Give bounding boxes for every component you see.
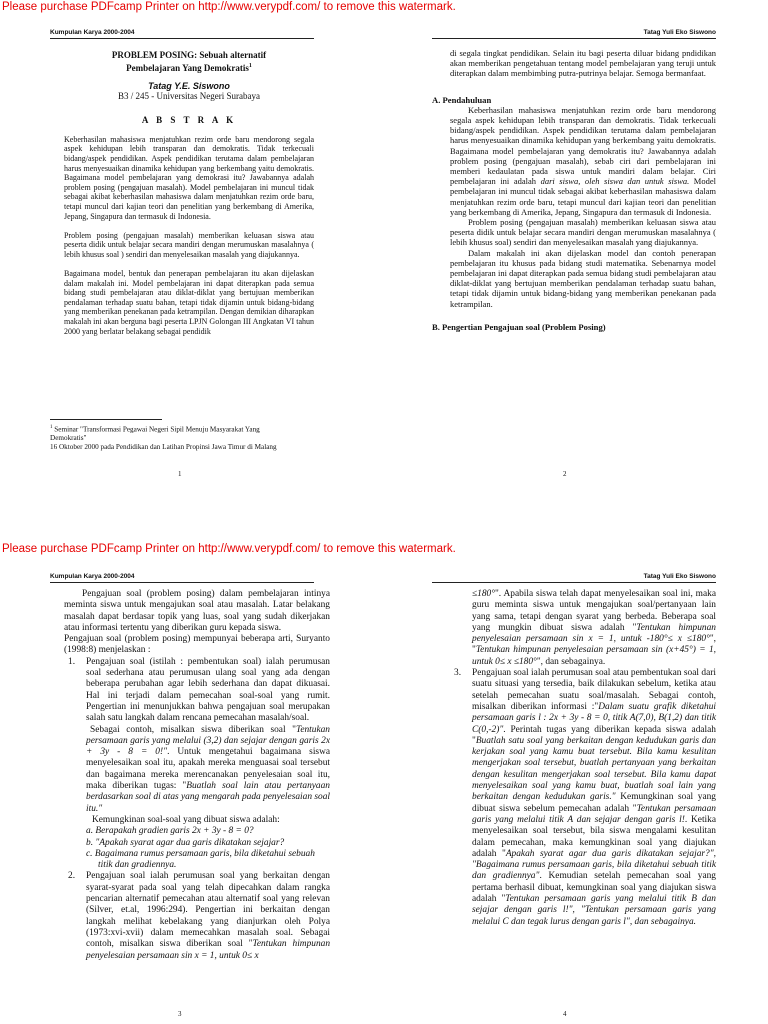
section-heading-a: A. Pendahuluan [432,94,492,105]
body-paragraph: Pengajuan soal (problem posing) dalam pembelajaran intinya meminta siswa untuk mengajukan soal atau masalah. Latar belakang masalah dapat berdasar topik yang luas, soal yang sudah dikerjakan atau informasi tertentu yang diberikan guru kepada siswa. [64,589,330,633]
page-1 [64,50,314,336]
body-paragraph: Keberhasilan mahasiswa menjatuhkan rezim orde baru mendorong segala aspek kehidupan lebih transparan dan demokratis. Tidak terkecuali bidang/aspek pendidikan. Aspek pendidikan terutama dalam pembelajaran harus menyesuaikan dinamika kehidupan yang berkembang yaitu demokratis. Bagaimana model pembelajaran yang demokratis itu? Jawabannya adalah problem posing (pengajuan masalah), sebab ciri dari pembelajaran ini memberi kedaulatan pada siswa untuk mandiri dalam belajar. Ciri pembelajaran ini adalah dari siswa, oleh siswa dan untuk siswa. Model pembelajaran ini muncul tidak sebagai akibat keberhasilan mahasiswa dalam menjatuhkan rezim orde baru, tetapi muncul dari kajian teori dan penelitian yang berkembang di Amerika, Jepang, Singapura dan termasuk di Indonesia. [450,104,716,217]
list-item: 3. Pengajuan soal ialah perumusan soal atau pembentukan soal dari suatu situasi yang tersedia, baik dilakukan sebelum, ketika atau setelah pemecahan suatu soal/masalah. Sebagai contoh, misalkan diberikan informasi :"Dalam suatu grafik diketahui persamaan garis l : 2x + 3y - 8 = 0, titik A(7,0), B(1,2) dan titik C(0,-2)". Perintah tugas yang diberikan kepada siswa adalah "Buatlah satu soal yang berkaitan dengan kedudukan garis dan kerjakan soal yang kamu buat tersebut. Bila kamu kesulitan mengerjakan soal tersebut, buatlah pertanyaan yang berkaitan dengan kesulitan mengerjakan soal tersebut. Bila kamu dapat menyelesaikan soal yang kamu buat, buatlah soal lain yang berkaitan dengan kedudukan garis." Kemungkinan soal yang dibuat siswa sebelum pemecahan adalah "Tentukan persamaan garis yang melalui titik A dan sejajar dengan garis l!. Ketika menyelesaikan soal tersebut, bila siswa mengalami kesulitan dalam pemecahan, maka kemungkinan soal yang diajukan adalah "Apakah syarat agar dua garis dikatakan sejajar?", "Bagaimana rumus persamaan garis, bila diketahui sebuah titik dan gradiennya". Kemudian setelah pemecahan soal yang pertama berhasil dibuat, kemungkinan soal yang diajukan siswa adalah "Tentukan persamaan garis yang melalui titik B dan sejajar dengan garis l!", "Tentukan persamaan garis yang melalui C dan tegak lurus dengan garis l", dan sebagainya. [454,668,716,927]
header-left: Kumpulan Karya 2000-2004 [50,573,135,580]
definition-list [64,657,330,962]
header-rule [432,582,716,583]
author-name: Tatag Y.E. Siswono [148,81,230,91]
page-number: 3 [178,1010,182,1018]
page-3 [64,589,330,962]
page-number: 2 [563,470,567,478]
abstract-paragraph: Keberhasilan mahasiswa menjatuhkan rezim orde baru mendorong segala aspek kehidupan lebih transparan dan demokratis. Tidak terkecuali bidang/aspek pendidikan. Aspek pendidikan terutama dalam pembelajaran harus menyesuaikan dinamika kehidupan yang berkembang yaitu demokratis. Bagaimana model pembelajaran yang demokrasi itu? Jawabannya adalah problem posing (pengajuan masalah). Model pembelajaran ini muncul tidak sebagai akibat keberhasilan mahasiswa dalam menjatuhkan rezim orde baru, tetapi muncul dari kajian teori dan penelitian yang berkembang di Amerika, Jepang, Singapura dan termasuk di Indonesia. [64,134,314,221]
paper-title: PROBLEM POSING: Sebuah alternatif Pembelajaran Yang Demokratis$^1$ [111,50,267,73]
abstract-heading: A B S T R A K [141,115,237,126]
page-number: 4 [563,1010,567,1018]
page-2 [432,48,716,332]
affiliation: B3 / 245 - Universitas Negeri Surabaya [118,90,260,101]
header-rule [50,38,314,39]
body-paragraph: Pengajuan soal (problem posing) mempunyai beberapa arti, Suryanto (1998:8) menjelaskan : [64,634,330,656]
sheet-pages-1-2 [0,0,768,510]
page-number: 1 [178,470,182,478]
intro-paragraph: di segala tingkat pendidikan. Selain itu bagi peserta diluar bidang pndidikan akan memberikan pengetahuan tentang model pembelajaran yang teruji untuk diterapkan dalam membimbing putra-putrinya belajar. Semoga bermanfaat. [450,48,716,79]
section-heading-b: B. Pengertian Pengajuan soal (Problem Posing) [432,321,606,332]
list-item: 1. Pengajuan soal (istilah : pembentukan soal) ialah perumusan soal sederhana atau perumusan ulang soal yang ada dengan beberapa perubahan agar lebih sederhana dan dapat dikuasai. Hal ini terjadi dalam pemecahan soal-soal yang rumit. Pengertian ini menunjukkan bahwa pengajuan soal merupakan salah satu langkah dalam rencana pemecahan masalah/soal. Sebagai contoh, misalkan siswa diberikan soal "Tentukan persamaan garis yang melalui (3,2) dan sejajar dengan garis 2x + 3y - 8 = 0!". Untuk mengetahui bagaimana siswa menyelesaikan soal itu, apakah mereka menguasai soal tersebut dan bagaimana mereka merencanakan penyelesaian soal itu, maka diberikan tugas: "Buatlah soal lain atau pertanyaan berdasarkan soal di atas yang mengarah pada penyelesaian soal itu." Kemungkinan soal-soal yang dibuat siswa adalah: a. Berapakah gradien garis 2x + 3y - 8 = 0? b. "Apakah syarat agar dua garis dikatakan sejajar? c. Bagaimana rumus persamaan garis, bila diketahui sebuah titik dan gradiennya. [68,656,331,871]
header-left: Kumpulan Karya 2000-2004 [50,29,135,36]
list-item: 2. Pengajuan soal ialah perumusan soal yang berkaitan dengan syarat-syarat pada soal yang telah dipecahkan dalam rangka pencarian alternatif pemecahan atau alternatif soal yang relevan (Silver, et.al, 1996:294). Pengertian ini berkaitan dengan langkah melihat kebelakang yang dianjurkan oleh Polya (1973:xvi-xvii) dalam memecahkan masalah soal. Sebagai contoh, misalkan siswa diberikan soal "Tentukan himpunan penyelesaian persamaan sin x = 1, untuk 0≤ x [68,871,331,961]
header-rule [50,582,314,583]
footnote: $^1$ Seminar "Transformasi Pegawai Negeri Sipil Menuju Masyarakat Yang Demokratis" 16 Oktober 2000 pada Pendidikan dan Latihan Propinsi Jawa Timur di Malang [50,425,277,451]
abstract-paragraph: Problem posing (pengajuan masalah) memberikan keluasan siswa atau peserta didik untuk belajar secara mandiri dengan merumuskan masalahnya ( lebih khusus soal ) sendiri dan menyelesaikan masalah yang diajukannya. [64,230,314,259]
body-paragraph: Problem posing (pengajuan masalah) memberikan keluasan siswa atau peserta didik untuk belajar secara mandiri dengan merumuskan masalahnya ( lebih khusus soal) sendiri dan menyelesaikan masalah yang diajukannya. [450,217,716,248]
sheet-pages-3-4 [0,560,768,1024]
abstract-paragraph: Bagaimana model, bentuk dan penerapan pembelajaran itu akan dijelaskan dalam makalah ini. Model pembelajaran ini dapat diterapkan pada semua bidang studi pembelajaran atau diklat-diklat yang bertujuan memberikan pendalaman terhadap suatu bahan, tetapi tidak dijamin untuk bidang-bidang yang memberikan penekanan pada ketrampilan. Dengan demikian diharapkan makalah ini akan berguna bagi peserta LPJN Golongan III Angkatan VI tahun 2000 yang berlatar belakang sebagai pendidik [64,269,314,336]
header-right: Tatag Yuli Eko Siswono [643,573,716,580]
header-rule [432,38,716,39]
footnote-rule [50,419,162,420]
watermark-banner: Please purchase PDFcamp Printer on http://www.verypdf.com/ to remove this watermark. [2,1,456,13]
page-4: ≤180°". Apabila siswa telah dapat menyelesaikan soal ini, maka guru meminta siswa untuk mengajukan soal/pertanyaan lain yang sama, tetapi dengan syarat yang berbeda. Beberapa soal yang mungkin dibuat siswa adalah "Tentukan himpunan penyelesaian persamaan sin x = 1, untuk -180°≤ x ≤180°", "Tentukan himpunan penyelesaian persamaan sin (x+45°) = 1, untuk 0≤ x ≤180°", dan sebagainya. 3. Pengajuan soal ialah perumusan soal atau pembentukan soal dari suatu situasi yang tersedia, baik dilakukan sebelum, ketika atau setelah pemecahan suatu soal/masalah. Sebagai contoh, misalkan diberikan informasi :"Dalam suatu grafik diketahui persamaan garis l : 2x + 3y - 8 = 0, titik A(7,0), B(1,2) dan titik C(0,-2)". Perintah tugas yang diberikan kepada siswa adalah "Buatlah satu soal yang berkaitan dengan kedudukan garis dan kerjakan soal yang kamu buat tersebut. Bila kamu kesulitan mengerjakan soal tersebut, buatlah pertanyaan yang berkaitan dengan kesulitan mengerjakan soal tersebut. Bila kamu dapat menyelesaikan soal yang kamu buat, buatlah soal lain yang berkaitan dengan kedudukan garis." Kemungkinan soal yang dibuat siswa sebelum pemecahan adalah "Tentukan persamaan garis yang melalui titik A dan sejajar dengan garis l!. Ketika menyelesaikan soal tersebut, bila siswa mengalami kesulitan dalam pemecahan, maka kemungkinan soal yang diajukan adalah "Apakah syarat agar dua garis dikatakan sejajar?", "Bagaimana rumus persamaan garis, bila diketahui sebuah titik dan gradiennya". Kemudian setelah pemecahan soal yang pertama berhasil dibuat, kemungkinan soal yang diajukan siswa adalah "Tentukan persamaan garis yang melalui titik B dan sejajar dengan garis l!", "Tentukan persamaan garis yang melalui C dan tegak lurus dengan garis l", dan sebagainya. [450,589,716,928]
definition-list [450,668,716,928]
watermark-banner: Please purchase PDFcamp Printer on http://www.verypdf.com/ to remove this watermark. [2,543,456,555]
header-right: Tatag Yuli Eko Siswono [643,29,716,36]
body-paragraph: Dalam makalah ini akan dijelaskan model dan contoh penerapan pembelajaran itu khusus pada bidang studi matematika. Sebenarnya model pembelajaran ini dapat diterapkan pada semua bidang studi pembelajaran atau diklat-diklat yang bertujuan memberikan pendalaman terhadap suatu bahan, tetapi tidak dijamin untuk bidang-bidang yang memberikan penekanan pada ketrampilan. [450,247,716,309]
